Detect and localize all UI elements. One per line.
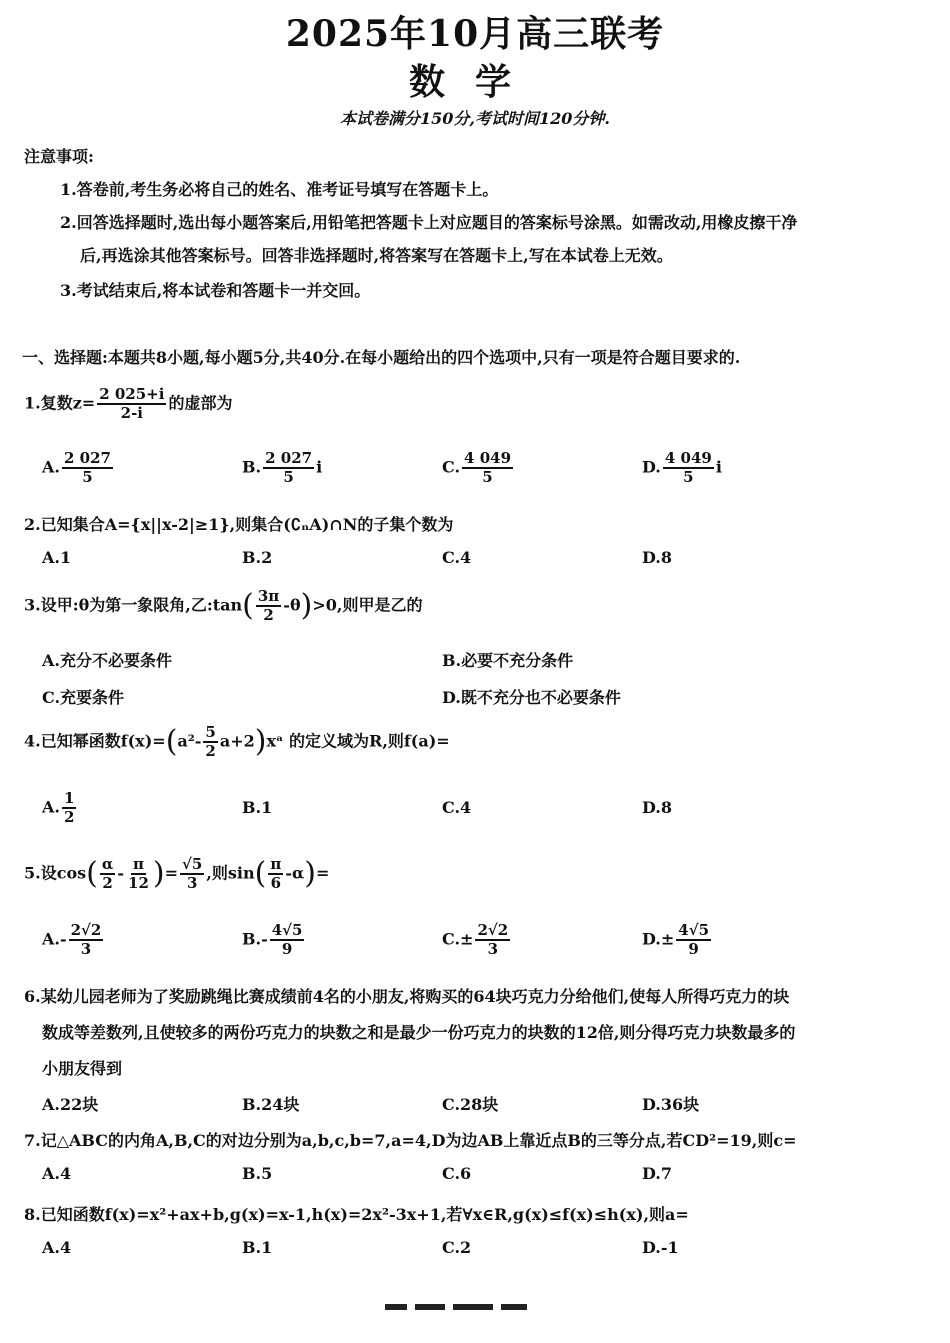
q1-frac-den: 2-i — [120, 404, 144, 422]
q3-frac-num: 3π — [257, 587, 280, 605]
q1-c-fraction — [462, 450, 513, 486]
q4-frac-den: 2 — [205, 742, 216, 760]
q1-b-suffix: i — [316, 457, 323, 477]
q4-option-b: B.1 — [242, 798, 273, 817]
q4-a-label: A. — [42, 797, 60, 817]
q1-a-fraction — [62, 450, 113, 486]
question-4-stem — [24, 724, 450, 760]
q3-fraction — [256, 588, 281, 624]
q6-option-c: C.28块 — [442, 1095, 499, 1114]
q2-option-d: D.8 — [642, 548, 673, 567]
section-1-heading: 一、选择题:本题共8小题,每小题5分,共40分.在每小题给出的四个选项中,只有一项是符合题目要求的. — [22, 348, 741, 367]
q8-option-a: A.4 — [42, 1238, 72, 1257]
q5-c-num: 2√2 — [477, 921, 509, 939]
q8-option-d: D.-1 — [642, 1238, 679, 1257]
q1-b-num: 2 027 — [265, 449, 313, 467]
q1-suffix: 的虚部为 — [168, 393, 233, 413]
q1-option-c — [442, 450, 515, 486]
q5-prefix: 5.设cos — [24, 863, 87, 883]
q5-option-d — [642, 922, 713, 958]
q4-fraction — [203, 724, 217, 760]
question-7-stem: 7.记△ABC的内角A,B,C的对边分别为a,b,c,b=7,a=4,D为边AB上靠近点B的三等分点,若CD²=19,则c= — [24, 1131, 797, 1150]
q3-inner-suffix: -θ — [283, 595, 301, 615]
exam-title: 2025年10月高三联考 — [285, 13, 665, 55]
q5-option-a — [42, 922, 105, 958]
q3-prefix: 3.设甲:θ为第一象限角,乙:tan — [24, 595, 243, 615]
question-3-stem — [24, 588, 422, 624]
q7-option-b: B.5 — [242, 1164, 273, 1183]
q1-d-suffix: i — [715, 457, 722, 477]
q5-d-label: D.± — [642, 929, 675, 949]
q4-right-paren: ) — [254, 724, 267, 759]
q1-b-fraction — [263, 450, 314, 486]
q5-b-label: B.- — [242, 929, 268, 949]
q1-d-label: D. — [642, 457, 661, 477]
q2-option-a: A.1 — [42, 548, 72, 567]
q1-c-label: C. — [442, 457, 461, 477]
q5-a-fraction — [69, 922, 104, 958]
q1-frac-num: 2 025+i — [99, 385, 165, 403]
notice-item-2-cont: 后,再选涂其他答案标号。回答非选择题时,将答案写在答题卡上,写在本试卷上无效。 — [80, 246, 673, 265]
q7-option-d: D.7 — [642, 1164, 673, 1183]
q8-option-c: C.2 — [442, 1238, 472, 1257]
q3-option-b: B.必要不充分条件 — [442, 651, 574, 670]
q3-right-paren: ) — [300, 588, 313, 623]
question-6-line-3: 小朋友得到 — [42, 1059, 123, 1078]
q5-c-den: 3 — [487, 940, 499, 958]
q1-a-den: 5 — [82, 468, 93, 486]
q3-left-paren: ( — [242, 588, 254, 623]
question-6-line-2: 数成等差数列,且使较多的两份巧克力的块数之和是最少一份巧克力的块数的12倍,则分得巧克力块数最多的 — [42, 1023, 796, 1042]
q5-f2-num: π — [132, 855, 144, 873]
q4-prefix: 4.已知幂函数f(x)= — [24, 731, 166, 751]
q5-f2-den: 12 — [128, 874, 149, 892]
q5-f4-num: π — [270, 855, 282, 873]
q5-b-num: 4√5 — [271, 921, 303, 939]
q4-frac-num: 5 — [205, 723, 216, 741]
q5-a-num: 2√2 — [70, 921, 102, 939]
q5-left-paren-1: ( — [86, 856, 98, 891]
footer-mark-2 — [415, 1304, 445, 1310]
q1-a-num: 2 027 — [63, 449, 111, 467]
q5-d-num: 4√5 — [678, 921, 710, 939]
q5-right-paren-2: ) — [304, 856, 317, 891]
q6-option-b: B.24块 — [242, 1095, 300, 1114]
q6-option-a: A.22块 — [42, 1095, 99, 1114]
q2-option-c: C.4 — [442, 548, 472, 567]
q6-option-d: D.36块 — [642, 1095, 700, 1114]
q4-option-c: C.4 — [442, 798, 472, 817]
notice-item-1: 1.答卷前,考生务必将自己的姓名、准考证号填写在答题卡上。 — [60, 180, 499, 199]
q4-inner-pre: a²- — [177, 731, 202, 751]
q5-inner-post: -α — [285, 863, 305, 883]
q5-equals: = — [164, 863, 179, 883]
notice-heading: 注意事项: — [24, 147, 94, 166]
q5-mid: ,则sin — [206, 863, 255, 883]
q5-c-fraction — [475, 922, 510, 958]
q1-fraction — [97, 386, 166, 422]
q4-a-den: 2 — [63, 808, 75, 826]
q1-option-b — [242, 450, 322, 486]
question-6-line-1: 6.某幼儿园老师为了奖励跳绳比赛成绩前4名的小朋友,将购买的64块巧克力分给他们,使每人所得巧克力的块 — [24, 987, 790, 1006]
q5-f1-num: α — [101, 855, 114, 873]
q5-c-label: C.± — [442, 929, 474, 949]
q8-option-b: B.1 — [242, 1238, 273, 1257]
notice-item-2: 2.回答选择题时,选出每小题答案后,用铅笔把答题卡上对应题目的答案标号涂黑。如需改动,用橡皮擦干净 — [60, 213, 798, 232]
q5-fraction-4 — [268, 856, 283, 892]
q1-d-num: 4 049 — [664, 449, 712, 467]
q5-suffix: = — [316, 863, 330, 883]
q1-prefix: 1.复数z= — [24, 393, 96, 413]
q4-option-a — [42, 790, 78, 826]
question-2-stem: 2.已知集合A={x||x-2|≥1},则集合(∁ₙA)∩N的子集个数为 — [24, 515, 454, 534]
notice-item-3: 3.考试结束后,将本试卷和答题卡一并交回。 — [60, 281, 371, 300]
q5-option-c — [442, 922, 512, 958]
q5-fraction-1 — [100, 856, 116, 892]
q3-suffix: >0,则甲是乙的 — [312, 595, 423, 615]
q5-d-fraction — [676, 922, 711, 958]
q5-b-den: 9 — [281, 940, 293, 958]
footer-smudge — [385, 1296, 565, 1306]
question-5-stem — [24, 856, 329, 892]
q4-inner-post: a+2 — [219, 731, 255, 751]
q5-option-b — [242, 922, 306, 958]
q4-option-d: D.8 — [642, 798, 673, 817]
q5-b-fraction — [270, 922, 305, 958]
q1-d-fraction — [663, 450, 714, 486]
q3-frac-den: 2 — [263, 606, 274, 624]
q5-f1-den: 2 — [102, 874, 113, 892]
q3-option-a: A.充分不必要条件 — [42, 651, 172, 670]
q1-a-label: A. — [42, 457, 60, 477]
q4-suffix: xᵃ 的定义域为R,则f(a)= — [266, 731, 450, 751]
q5-d-den: 9 — [688, 940, 699, 958]
footer-mark-4 — [501, 1304, 527, 1310]
question-1-stem — [24, 386, 232, 422]
q5-fraction-2 — [126, 856, 151, 892]
q4-a-num: 1 — [63, 789, 75, 807]
q1-option-d — [642, 450, 722, 486]
q5-f3-num: √5 — [182, 855, 203, 873]
q5-minus: - — [117, 863, 125, 883]
q1-b-label: B. — [242, 457, 262, 477]
q1-c-num: 4 049 — [464, 449, 512, 467]
q7-option-a: A.4 — [42, 1164, 72, 1183]
footer-mark-3 — [453, 1304, 493, 1310]
subject-title: 数学 — [408, 61, 541, 103]
q7-option-c: C.6 — [442, 1164, 472, 1183]
q3-option-d: D.既不充分也不必要条件 — [442, 688, 621, 707]
q4-left-paren: ( — [165, 724, 178, 759]
q1-d-den: 5 — [683, 468, 694, 486]
q1-c-den: 5 — [482, 468, 493, 486]
footer-mark-1 — [385, 1304, 407, 1310]
q5-fraction-3 — [180, 856, 204, 892]
q5-f3-den: 3 — [186, 874, 198, 892]
q1-b-den: 5 — [283, 468, 294, 486]
q3-option-c: C.充要条件 — [42, 688, 125, 707]
q1-option-a — [42, 450, 115, 486]
q5-right-paren-1: ) — [152, 856, 165, 891]
q4-a-fraction — [62, 790, 76, 826]
exam-subtitle: 本试卷满分150分,考试时间120分钟. — [340, 109, 610, 128]
q5-a-label: A.- — [42, 929, 67, 949]
q5-a-den: 3 — [80, 940, 92, 958]
question-8-stem: 8.已知函数f(x)=x²+ax+b,g(x)=x-1,h(x)=2x²-3x+1,若∀x∈R,g(x)≤f(x)≤h(x),则a= — [24, 1205, 689, 1224]
q5-f4-den: 6 — [270, 874, 282, 892]
q2-option-b: B.2 — [242, 548, 273, 567]
q5-left-paren-2: ( — [254, 856, 267, 891]
